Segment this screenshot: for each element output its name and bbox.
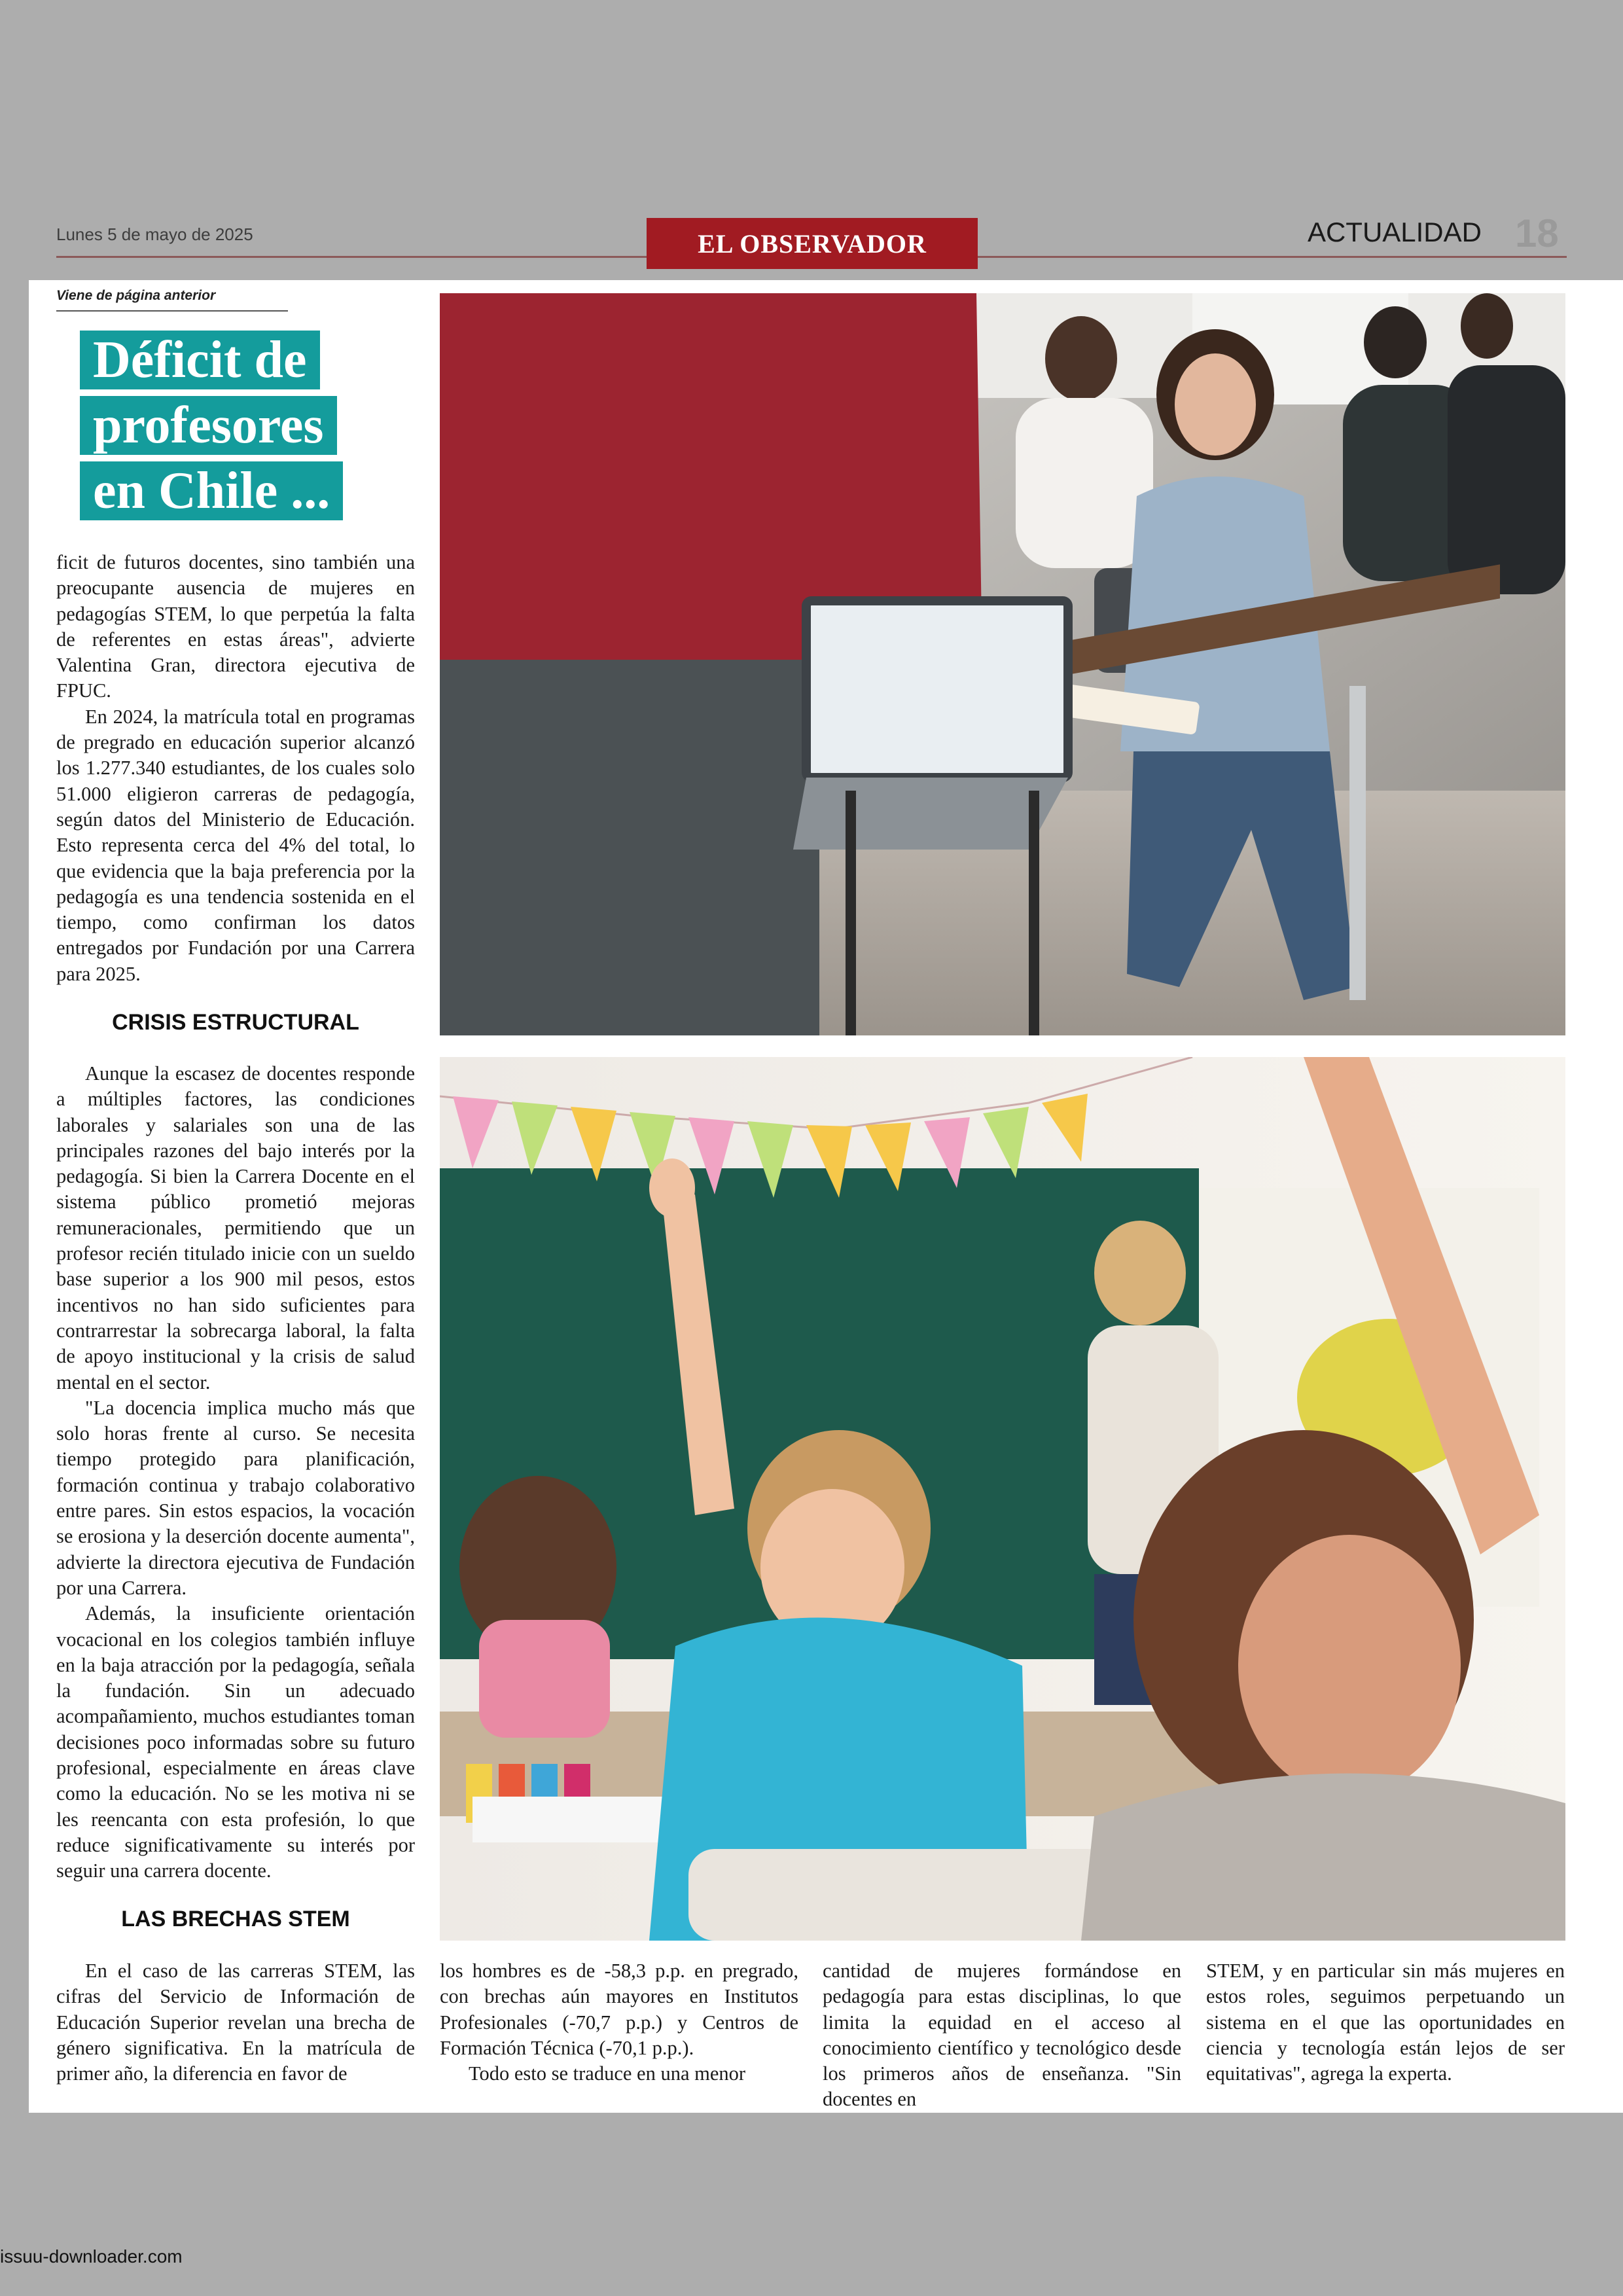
paragraph: En el caso de las carreras STEM, las cifras del Servicio de Información de Educación Superior revelan una brecha de género significativa. En la matrícula de primer año, la diferencia en favor de [56,1960,415,2085]
paragraph: los hombres es de -58,3 p.p. en pregrado, con brechas aún mayores en Institutos Profesionales (-70,7 p.p.) y Centros de Formación Técnica (-70,1 p.p.). [440,1960,798,2059]
continued-label: Viene de página anterior [56,288,216,303]
headline-line: profesores [80,396,337,455]
article-column-3 [823,1958,1181,2113]
photo-adult-classroom-image [440,293,1565,1035]
continued-rule [56,310,288,312]
headline-line: en Chile ... [80,461,343,520]
footer-credit: issuu-downloader.com [0,2246,183,2267]
issue-date: Lunes 5 de mayo de 2025 [56,224,253,244]
paragraph: ficit de futuros docentes, sino también una preocupante ausencia de mujeres en pedagogías STEM, lo que perpetúa la falta de referentes en estas áreas", advierte Valentina Gran, directora ejecutiva de FPUC. [56,551,415,702]
paragraph: Además, la insuficiente orientación vocacional en los colegios también influye en la baja atracción por la pedagogía, señala la fundación. Sin un adecuado acompañamiento, muchos estudiantes toman decisiones poco informadas sobre su futuro profesional, especialmente en áreas clave como la educación. No se les motiva ni se les reencanta con esta profesión, lo que reduce significativamente su interés por seguir una carrera docente. [56,1602,415,1882]
page-number: 18 [1515,211,1559,255]
photo-children-classroom-image [440,1057,1565,1941]
paragraph: "La docencia implica mucho más que solo horas frente al curso. Se necesita tiempo protegido para planificación, formación continua y trabajo colaborativo entre pares. Sin estos espacios, la vocación se erosiona y la deserción docente aumenta", advierte la directora ejecutiva de Fundación por una Carrera. [56,1396,415,1599]
paragraph: En 2024, la matrícula total en programas de pregrado en educación superior alcanzó los 1.277.340 estudiantes, de los cuales solo 51.000 eligieron carreras de pedagogía, según datos del Ministerio de Educación. Esto representa cerca del 4% del total, lo que evidencia que la baja preferencia por la pedagogía es una tendencia sostenida en el tiempo, como confirman los datos entregados por Fundación por una Carrera para 2025. [56,705,415,985]
paragraph: Aunque la escasez de docentes responde a múltiples factores, las condiciones laborales y salariales son una de las principales razones del bajo interés por la pedagogía. Si bien la Carrera Docente en el sistema público prometió mejoras remuneracionales, permitiendo que un profesor recién titulado inicie con un sueldo base superior a los 900 mil pesos, estos incentivos no han sido suficientes para contrarrestar la sobrecarga laboral, la falta de apoyo institucional y la crisis de salud mental en el sector. [56,1062,415,1393]
article-column-2 [440,1958,798,2087]
article-column-1c [56,1958,415,2087]
subhead-crisis: CRISIS ESTRUCTURAL [112,1010,359,1035]
photo-children-classroom [440,1057,1565,1941]
subhead-brechas: LAS BRECHAS STEM [121,1907,350,1931]
headline-line: Déficit de [80,331,320,389]
paragraph: cantidad de mujeres formándose en pedagogía para estas disciplinas, lo que limita la equidad en el acceso al conocimiento científico y tecnológico desde los primeros años de enseñanza. "Sin docentes en [823,1960,1181,2111]
section-label: ACTUALIDAD [1307,217,1482,247]
article-column-1b [56,1061,415,1884]
photo-adult-classroom [440,293,1565,1035]
article-column-4 [1206,1958,1565,2087]
article-headline [80,331,368,527]
paragraph: Todo esto se traduce en una menor [469,2062,746,2085]
article-column-1 [56,550,415,987]
masthead-logo: EL OBSERVADOR [647,218,978,269]
paragraph: STEM, y en particular sin más mujeres en estos roles, seguimos perpetuando un sistema en el que las oportunidades en ciencia y tecnología están lejos de ser equitativas", agrega la experta. [1206,1960,1565,2085]
